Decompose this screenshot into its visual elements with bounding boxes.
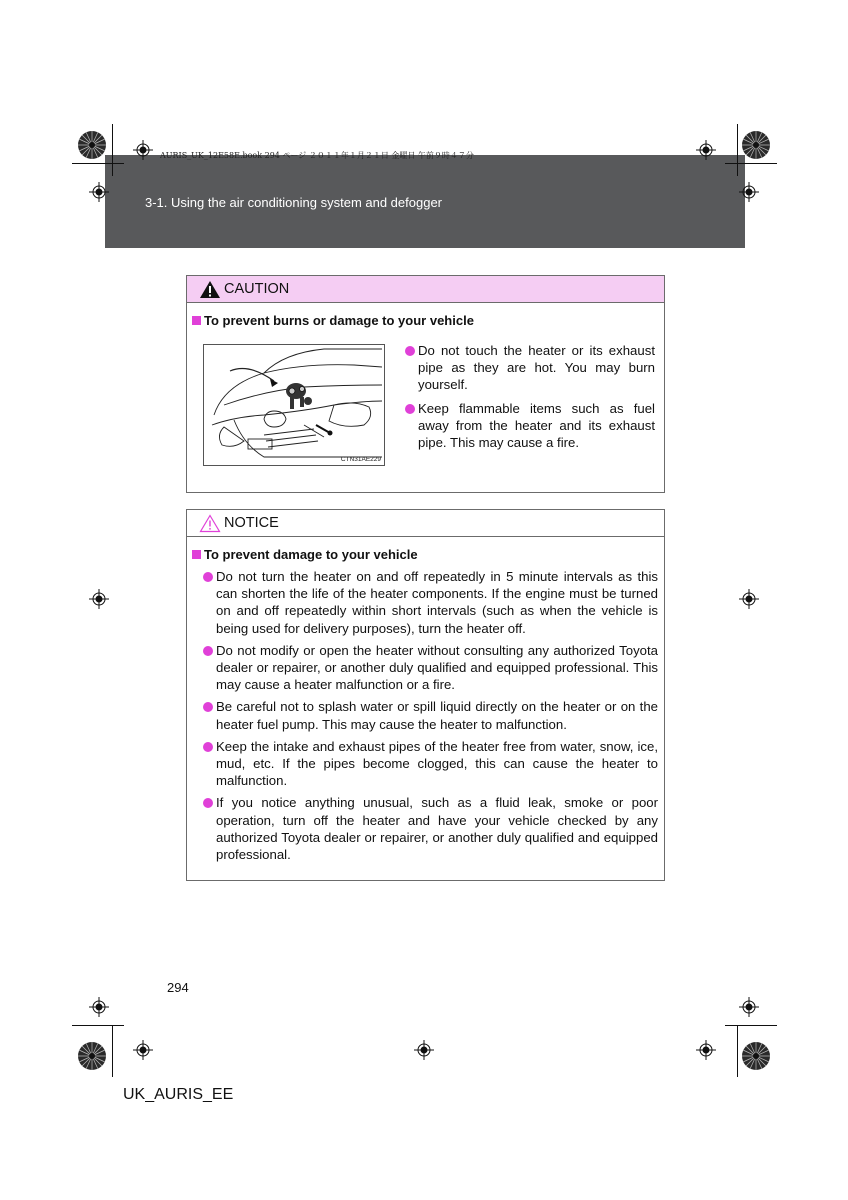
- list-item: Be careful not to splash water or spill liquid directly on the heater or on the heater fuel pump. This may cause the heater to malfunction.: [203, 698, 658, 732]
- magenta-bullet-icon: [203, 702, 213, 712]
- crop-mark: [725, 163, 777, 164]
- list-item: Do not turn the heater on and off repeatedly in 5 minute intervals as this can shorten the life of the heater components. If the engine must be turned on and off repeatedly within short intervals (such as when the vehicle is being used for delivery purposes), turn the heater off.: [203, 568, 658, 637]
- notice-box: [186, 509, 665, 881]
- figure-code: CTN31AE229: [340, 456, 381, 463]
- list-item: Do not touch the heater or its exhaust pipe as they are hot. You may burn yourself.: [405, 342, 655, 394]
- crop-mark: [737, 124, 738, 176]
- crop-mark: [72, 1025, 124, 1026]
- heater-illustration: [203, 344, 385, 466]
- magenta-bullet-icon: [203, 742, 213, 752]
- warning-triangle-icon: [199, 280, 221, 299]
- crop-mark: [737, 1025, 738, 1077]
- magenta-bullet-icon: [405, 404, 415, 414]
- list-item: Keep flammable items such as fuel away from the heater and its exhaust pipe. This may cause a fire.: [405, 400, 655, 452]
- registration-mark-icon: [414, 1040, 434, 1060]
- notice-list: [203, 568, 658, 868]
- square-bullet-icon: [192, 316, 201, 325]
- registration-mark-icon: [89, 182, 109, 202]
- print-info: AURIS_UK_12E58E.book 294 ページ ２０１１年１月２１日 金曜日 午前９時４７分: [160, 151, 474, 160]
- page-number: 294: [167, 980, 189, 995]
- starburst-registration-icon: [741, 1041, 771, 1071]
- magenta-bullet-icon: [203, 646, 213, 656]
- registration-mark-icon: [696, 140, 716, 160]
- square-bullet-icon: [192, 550, 201, 559]
- section-title: 3-1. Using the air conditioning system and defogger: [145, 195, 443, 210]
- caution-box: [186, 275, 665, 493]
- registration-mark-icon: [739, 589, 759, 609]
- notice-subheading: To prevent damage to your vehicle: [192, 547, 418, 562]
- crop-mark: [725, 1025, 777, 1026]
- registration-mark-icon: [133, 1040, 153, 1060]
- registration-mark-icon: [739, 182, 759, 202]
- starburst-registration-icon: [741, 130, 771, 160]
- warning-triangle-outline-icon: [199, 514, 221, 533]
- list-item: If you notice anything unusual, such as a fluid leak, smoke or poor operation, turn off the heater and have your vehicle checked by any authorized Toyota dealer or repairer, or another duly qualified and equipped professional.: [203, 794, 658, 863]
- caution-header: [187, 276, 664, 303]
- notice-heading: NOTICE: [224, 515, 279, 531]
- registration-mark-icon: [696, 1040, 716, 1060]
- document-code: UK_AURIS_EE: [123, 1086, 234, 1103]
- registration-mark-icon: [89, 997, 109, 1017]
- magenta-bullet-icon: [405, 346, 415, 356]
- crop-mark: [72, 163, 124, 164]
- list-item: Keep the intake and exhaust pipes of the heater free from water, snow, ice, mud, etc. If the pipes become clogged, this can cause the heater to malfunction.: [203, 738, 658, 790]
- caution-list: [405, 342, 655, 457]
- starburst-registration-icon: [77, 1041, 107, 1071]
- car-front-heater-icon: [204, 345, 384, 465]
- registration-mark-icon: [739, 997, 759, 1017]
- starburst-registration-icon: [77, 130, 107, 160]
- magenta-bullet-icon: [203, 572, 213, 582]
- caution-subheading: To prevent burns or damage to your vehicle: [192, 313, 474, 328]
- notice-header: [187, 510, 664, 537]
- caution-heading: CAUTION: [224, 281, 290, 297]
- list-item: Do not modify or open the heater without consulting any authorized Toyota dealer or repairer, or another duly qualified and equipped professional. This may cause a heater malfunction or a fire.: [203, 642, 658, 694]
- magenta-bullet-icon: [203, 798, 213, 808]
- registration-mark-icon: [89, 589, 109, 609]
- registration-mark-icon: [133, 140, 153, 160]
- crop-mark: [112, 124, 113, 176]
- crop-mark: [112, 1025, 113, 1077]
